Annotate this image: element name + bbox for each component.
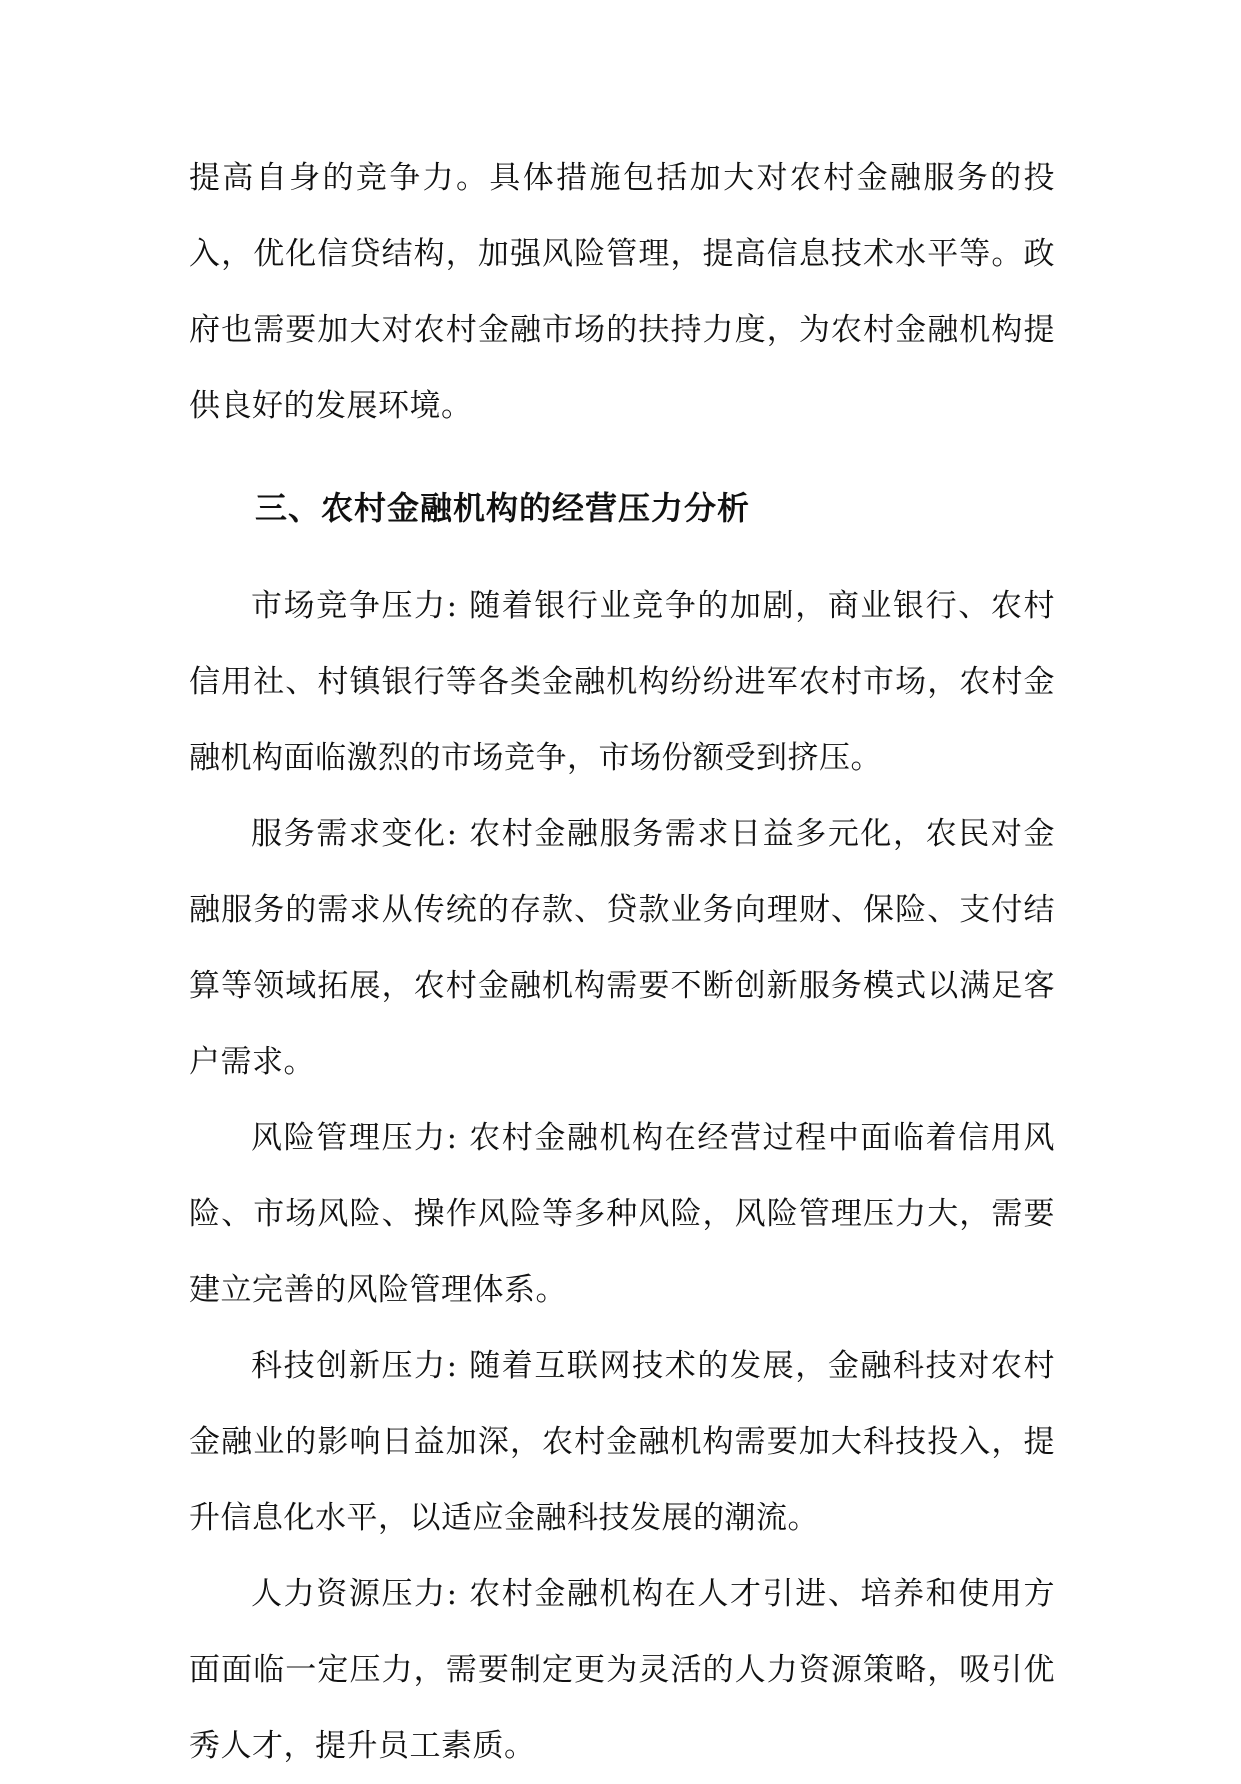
- paragraph-tech-innovation: [189, 1328, 1055, 1556]
- document-body: [189, 140, 1055, 1784]
- paragraph-term: 风险管理压力:: [251, 1120, 458, 1156]
- paragraph-text: 农村金融服务需求日益多元化，农民对金融服务的需求从传统的存款、贷款业务向理财、保险、支付结算等领域拓展，农村金融机构需要不断创新服务模式以满足客户需求。: [189, 816, 1055, 1080]
- paragraph-text: 农村金融机构在经营过程中面临着信用风险、市场风险、操作风险等多种风险，风险管理压力大，需要建立完善的风险管理体系。: [189, 1120, 1055, 1308]
- paragraph-term: 服务需求变化:: [251, 816, 458, 852]
- paragraph-text: 随着银行业竞争的加剧，商业银行、农村信用社、村镇银行等各类金融机构纷纷进军农村市场，农村金融机构面临激烈的市场竞争，市场份额受到挤压。: [189, 588, 1055, 776]
- section-heading: 三、农村金融机构的经营压力分析: [255, 489, 751, 527]
- paragraph-human-resources: [189, 1556, 1055, 1784]
- paragraph-text: 农村金融机构在人才引进、培养和使用方面面临一定压力，需要制定更为灵活的人力资源策略，吸引优秀人才，提升员工素质。: [189, 1576, 1055, 1764]
- intro-paragraph: 提高自身的竞争力。具体措施包括加大对农村金融服务的投入，优化信贷结构，加强风险管理，提高信息技术水平等。政府也需要加大对农村金融市场的扶持力度，为农村金融机构提供良好的发展环境。: [189, 160, 1055, 424]
- paragraph-market-competition: [189, 568, 1055, 796]
- paragraph-term: 市场竞争压力:: [251, 588, 458, 624]
- paragraph-term: 科技创新压力:: [251, 1348, 458, 1384]
- paragraph-service-demand: [189, 796, 1055, 1100]
- paragraph-risk-management: [189, 1100, 1055, 1328]
- paragraph-term: 人力资源压力:: [251, 1576, 458, 1612]
- paragraph-text: 随着互联网技术的发展，金融科技对农村金融业的影响日益加深，农村金融机构需要加大科技投入，提升信息化水平，以适应金融科技发展的潮流。: [189, 1348, 1055, 1536]
